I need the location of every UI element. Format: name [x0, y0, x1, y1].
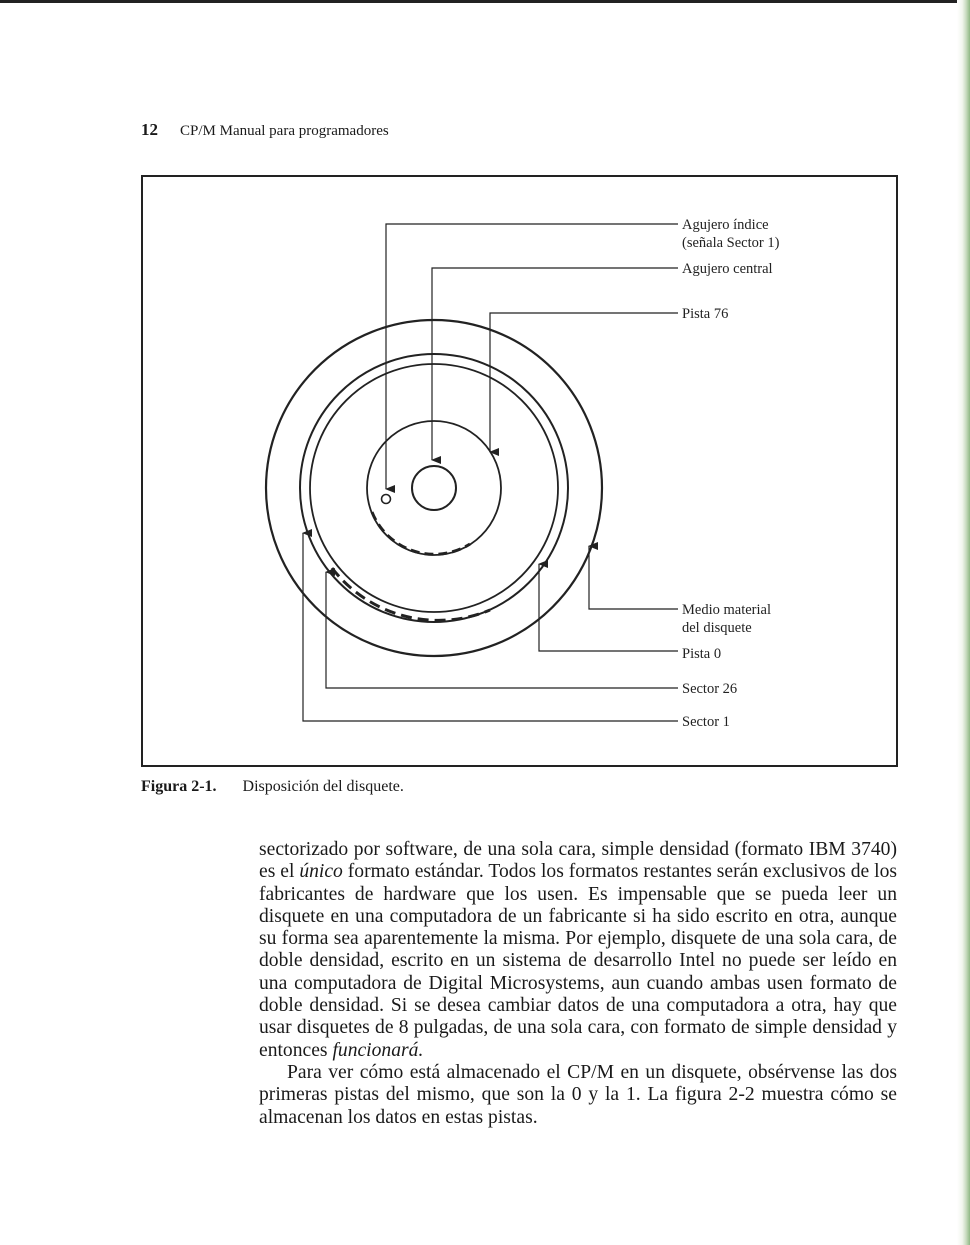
label-sector-1: Sector 1: [682, 714, 730, 730]
caption-number: Figura 2-1.: [141, 778, 217, 795]
track-0-ring: [300, 354, 568, 622]
figure-box: [142, 176, 897, 766]
label-track-76: Pista 76: [682, 306, 729, 322]
emphasis-unico: único: [299, 861, 343, 883]
leader-track-0: [539, 564, 678, 651]
leader-index-hole: [386, 224, 678, 489]
running-title: CP/M Manual para programadores: [180, 123, 389, 139]
body-text: [259, 839, 897, 1129]
emphasis-funcionara: funcionará.: [332, 1039, 424, 1061]
label-media: Medio material: [682, 602, 771, 618]
sector-mark-inner: [372, 512, 470, 554]
label-sector-26: Sector 26: [682, 681, 738, 697]
leader-media: [589, 546, 678, 609]
index-hole: [382, 495, 391, 504]
label-index-hole: Agujero índice: [682, 217, 769, 233]
paragraph-1-part-b: formato estándar. Todos los formatos restantes serán exclusivos de los fabricantes de hardware que los usen. Es impensable que se pueda leer un disquete en una computadora de un fabricante si ha sido escrito en otra, aunque su forma sea aparentemente la misma. Por ejemplo, disquete de una sola cara, de doble densidad, escrito en un sistema de desarrollo Intel no puede ser leído en una computadora de Digital Microsystems, aun cuando ambas usen formato de doble densidad. Si se desea cambiar datos de una computadora a otra, hay que usar disquetes de 8 pulgadas, de una sola cara, con formato de simple densidad y entonces: [259, 861, 897, 1061]
center-hole: [412, 466, 456, 510]
label-center-hole: Agujero central: [682, 261, 773, 277]
page-number: 12: [141, 120, 158, 139]
figure-caption: [141, 778, 404, 796]
label-media-2: del disquete: [682, 620, 752, 636]
label-index-hole-note: (señala Sector 1): [682, 235, 780, 251]
label-track-0: Pista 0: [682, 646, 722, 662]
disk-outer-edge: [266, 320, 602, 656]
caption-text: Disposición del disquete.: [242, 778, 404, 795]
leader-sector-26: [326, 572, 678, 688]
paragraph-2: Para ver cómo está almacenado el CP/M en un disquete, obsérvense las dos primeras pistas del mismo, que son la 0 y la 1. La figura 2-2 muestra cómo se almacenan los datos en estas pistas.: [259, 1061, 897, 1128]
track-0-inner-ring: [310, 364, 558, 612]
paragraph-1: [259, 839, 897, 1062]
sector-mark-outer: [332, 568, 490, 620]
paragraph-1-part-a: sectorizado por software, de una sola cara, simple densidad (formato IBM 3740) es el: [259, 839, 897, 883]
track-76-ring: [367, 421, 501, 555]
leader-sector-1: [303, 533, 678, 721]
